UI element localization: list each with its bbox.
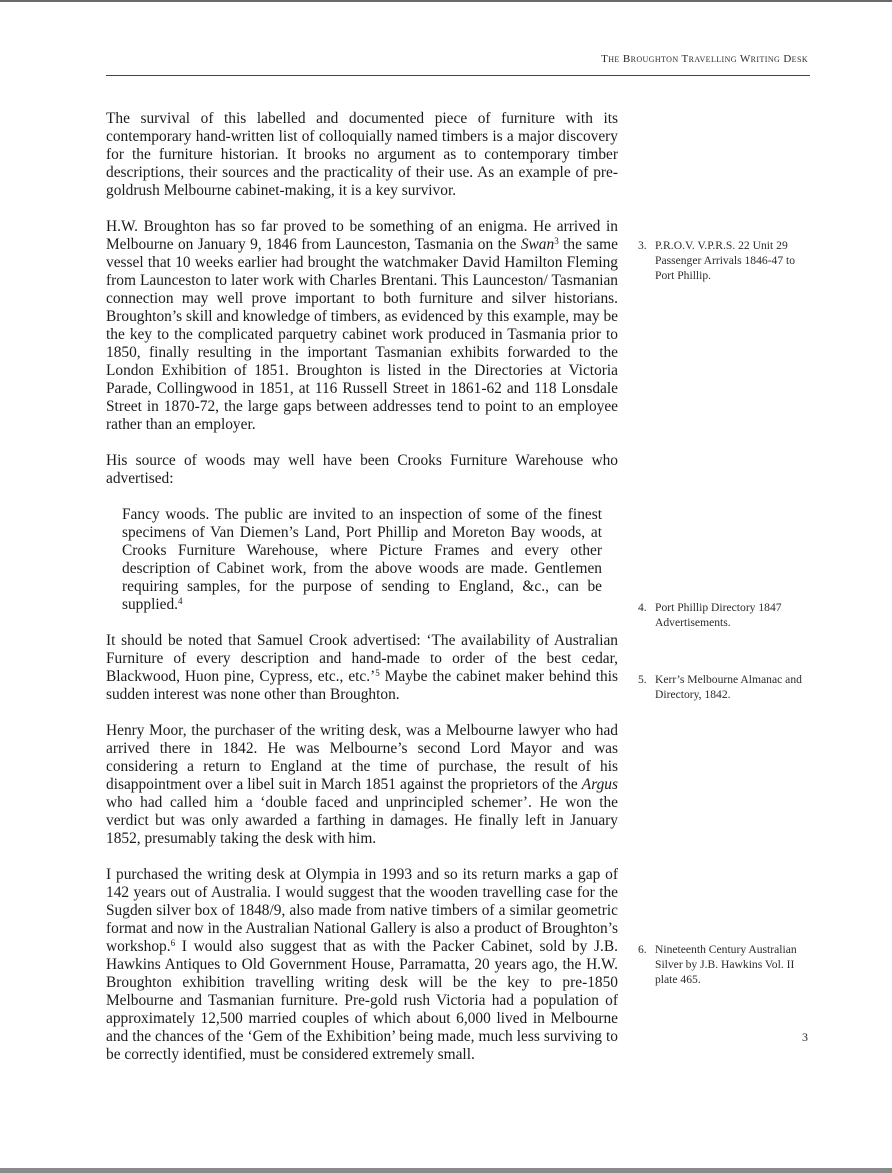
newspaper-name: Argus [581,776,618,793]
paragraph-broughton-text-b: the same vessel that 10 weeks earlier had brought the watchmaker David Hamilton Fleming from Launceston to later work with Charles Brentani. This Launceston/ Tasmanian connection may well prove important to both furniture and silver historians. Broughton’s skill and knowledge of timbers, as evidenced by this example, may be the key to the complicated parquetry cabinet work produced in Tasmania prior to 1850, finally resulting in the important Tasmanian exhibits forwarded to the London Exhibition of 1851. Broughton is listed in the Directories at Victoria Parade, Collingwood in 1851, at 116 Russell Street in 1861-62 and 118 Lonsdale Street in 1870-72, the large gaps between addresses tend to point to an employee rather than an employer. [106,236,618,433]
main-text-column [106,110,618,1064]
paragraph-samuel-crook-text-b: Maybe the cabinet maker behind this sudden interest was none other than Broughton. [106,668,618,703]
paragraph-survival: The survival of this labelled and documented piece of furniture with its contemporary hand-written list of colloquially named timbers is a major discovery for the furniture historian. It brooks no argument as to contemporary timber descriptions, their sources and the practicality of their use. As an example of pre-goldrush Melbourne cabinet-making, it is a key survivor. [106,110,618,199]
footnote-ref-4: 4 [178,596,183,606]
paragraph-broughton [106,218,618,434]
page-number: 3 [802,1030,808,1044]
sidenote-5-number: 5. [638,673,647,686]
paragraph-henry-moor [106,722,618,848]
sidenote-6 [638,942,813,987]
page-bottom-edge [0,1168,892,1173]
footnote-ref-6: 6 [170,938,176,948]
paragraph-henry-moor-text-a: Henry Moor, the purchaser of the writing desk, was a Melbourne lawyer who had arrived there in 1842. He was Melbourne’s second Lord Mayor and was considering a return to England at the time of purchase, the result of his disappointment over a libel suit in March 1851 against the proprietors of the [106,722,618,793]
header-rule [106,75,810,76]
sidenote-4-number: 4. [638,601,647,614]
paragraph-olympia-text-b: I would also suggest that as with the Packer Cabinet, sold by J.B. Hawkins Antiques to Old Government House, Parramatta, 20 years ago, the H.W. Broughton exhibition travelling writing desk will be the key to pre-1850 Melbourne and Tasmanian furniture. Pre-gold rush Victoria had a population of approximately 12,500 married couples of which about 6,000 lived in Melbourne and the chances of the ‘Gem of the Exhibition’ being made, much less surviving to be correctly identified, must be considered extremely small. [106,938,618,1063]
sidenote-5 [638,672,813,702]
footnote-ref-5: 5 [375,668,380,678]
paragraph-henry-moor-text-b: who had called him a ‘double faced and unprincipled schemer’. He won the verdict but was only awarded a farthing in damages. He finally left in January 1852, presumably taking the desk with him. [106,794,618,847]
sidenote-4-text: Port Phillip Directory 1847 Advertisements. [655,601,782,629]
paragraph-samuel-crook-text-a: It should be noted that Samuel Crook advertised: ‘The availability of Australian Furniture of every description and hand-made to order of the best cedar, Blackwood, Huon pine, Cypress, etc., etc.’ [106,632,618,685]
page-top-edge [0,0,892,2]
block-quote [122,506,602,614]
sidenote-6-number: 6. [638,943,647,956]
paragraph-olympia-text-a: I purchased the writing desk at Olympia in 1993 and so its return marks a gap of 142 years out of Australia. I would suggest that the wooden travelling case for the Sugden silver box of 1848/9, also made from native timbers of a similar geometric format and now in the Australian National Gallery is also a product of Broughton’s workshop. [106,866,618,955]
paragraph-olympia [106,866,618,1064]
sidenote-4 [638,600,813,630]
paragraph-source-of-woods: His source of woods may well have been Crooks Furniture Warehouse who advertised: [106,452,618,487]
sidenote-3-number: 3. [638,239,647,252]
sidenote-5-text: Kerr’s Melbourne Almanac and Directory, 1842. [655,673,802,701]
sidenote-3 [638,238,813,283]
paragraph-samuel-crook [106,632,618,704]
block-quote-text: Fancy woods. The public are invited to an inspection of some of the finest specimens of Van Diemen’s Land, Port Phillip and Moreton Bay woods, at Crooks Furniture Warehouse, where Picture Frames and every other description of Cabinet work, from the above woods are made. Gentlemen requiring samples, for the purpose of sending to England, &c., can be supplied. [122,506,602,613]
sidenote-3-text: P.R.O.V. V.P.R.S. 22 Unit 29 Passenger Arrivals 1846-47 to Port Phillip. [655,239,796,282]
ship-name: Swan [520,236,555,253]
sidenote-6-text: Nineteenth Century Australian Silver by J.B. Hawkins Vol. II plate 465. [655,943,797,986]
footnote-ref-3: 3 [554,236,559,246]
paragraph-broughton-text-a: H.W. Broughton has so far proved to be something of an enigma. He arrived in Melbourne on January 9, 1846 from Launceston, Tasmania on the [106,218,618,253]
running-head: The Broughton Travelling Writing Desk [601,53,808,65]
